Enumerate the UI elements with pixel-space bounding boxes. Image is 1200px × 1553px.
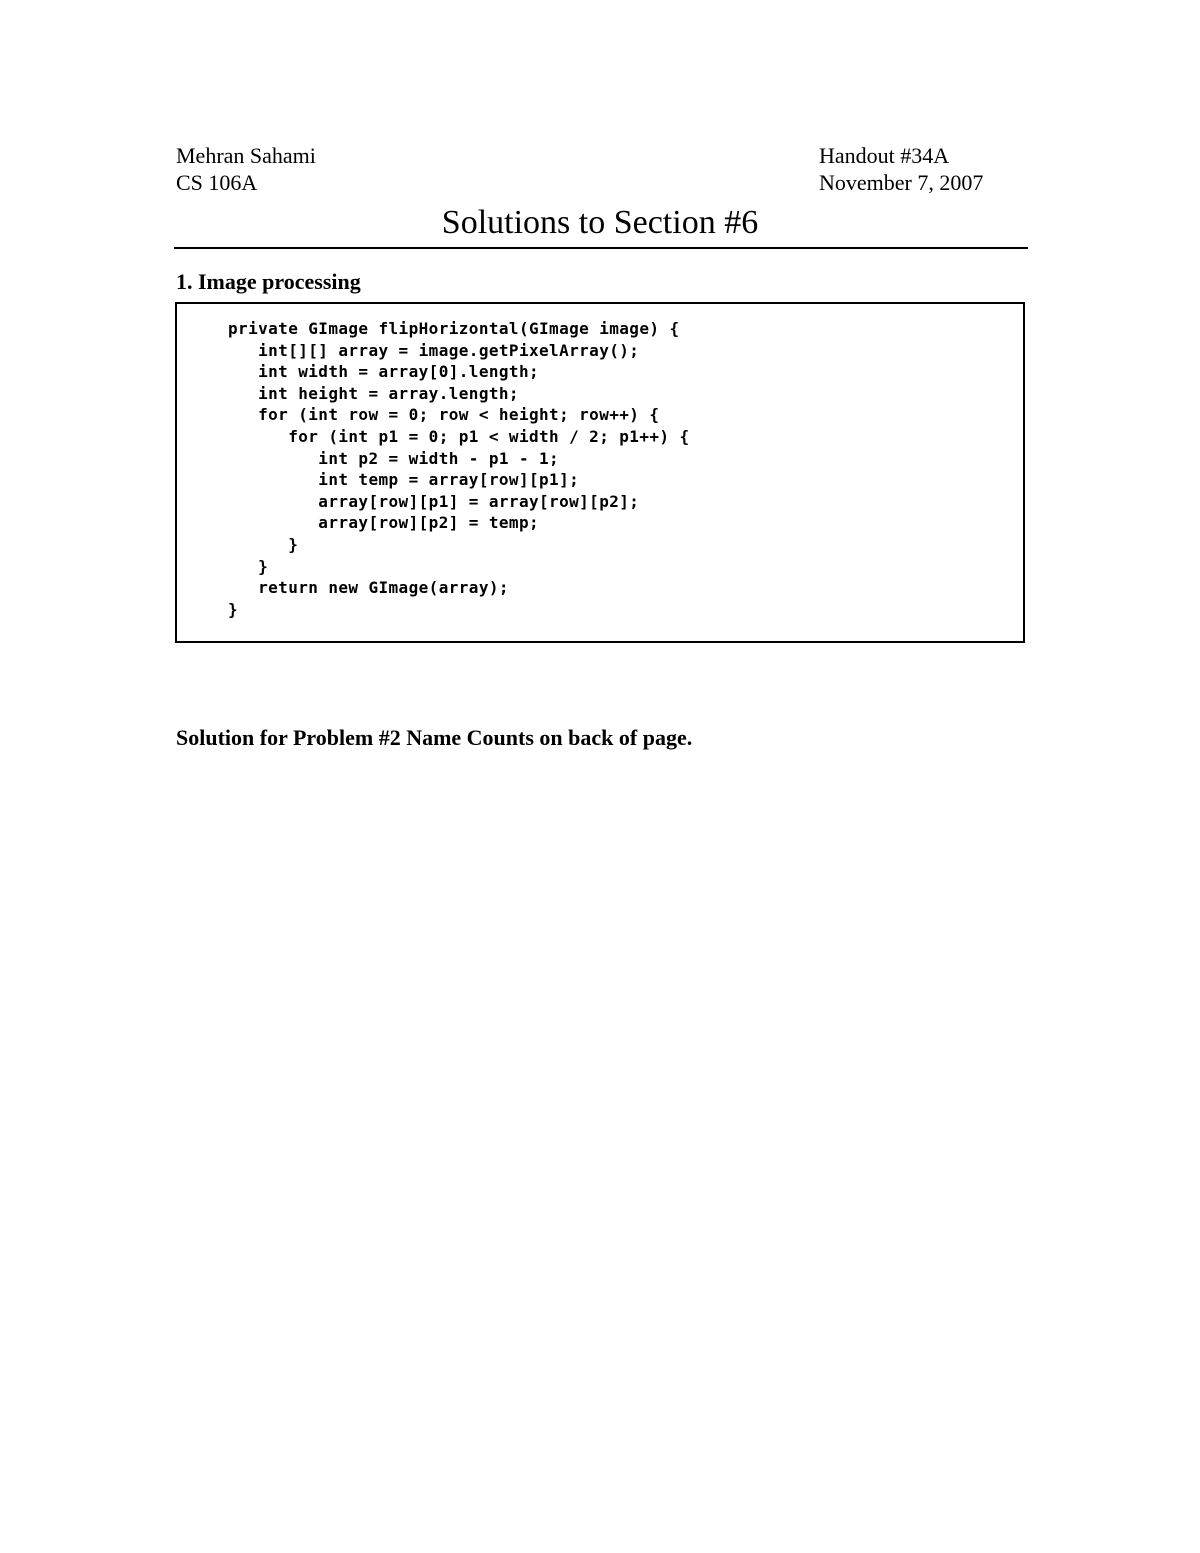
code-line: private GImage flipHorizontal(GImage image) { — [228, 319, 680, 338]
code-box — [175, 302, 1025, 643]
code-line: int width = array[0].length; — [228, 362, 540, 382]
header-left — [176, 142, 316, 196]
handout-number: Handout #34A — [819, 143, 950, 168]
section-heading: 1. Image processing — [176, 269, 361, 294]
code-line: int height = array.length; — [228, 383, 519, 403]
course-code: CS 106A — [176, 170, 258, 195]
back-of-page-note: Solution for Problem #2 Name Counts on back of page. — [176, 725, 693, 750]
code-line: } — [228, 534, 299, 554]
handout-date: November 7, 2007 — [819, 170, 984, 195]
title-divider — [174, 247, 1028, 249]
code-line: return new GImage(array); — [228, 578, 509, 598]
page-title: Solutions to Section #6 — [441, 204, 759, 241]
code-block — [228, 318, 690, 620]
author-name: Mehran Sahami — [176, 143, 316, 168]
code-line: array[row][p2] = temp; — [228, 513, 540, 533]
code-line: } — [228, 599, 239, 619]
code-line: array[row][p1] = array[row][p2]; — [228, 491, 640, 511]
code-line: for (int p1 = 0; p1 < width / 2; p1++) { — [228, 426, 690, 446]
code-line: int temp = array[row][p1]; — [228, 470, 580, 490]
code-line: int p2 = width - p1 - 1; — [228, 448, 560, 468]
header-right — [819, 142, 983, 196]
code-line: int[][] array = image.getPixelArray(); — [228, 340, 640, 360]
code-line: } — [228, 556, 269, 576]
code-line: for (int row = 0; row < height; row++) { — [228, 405, 660, 425]
